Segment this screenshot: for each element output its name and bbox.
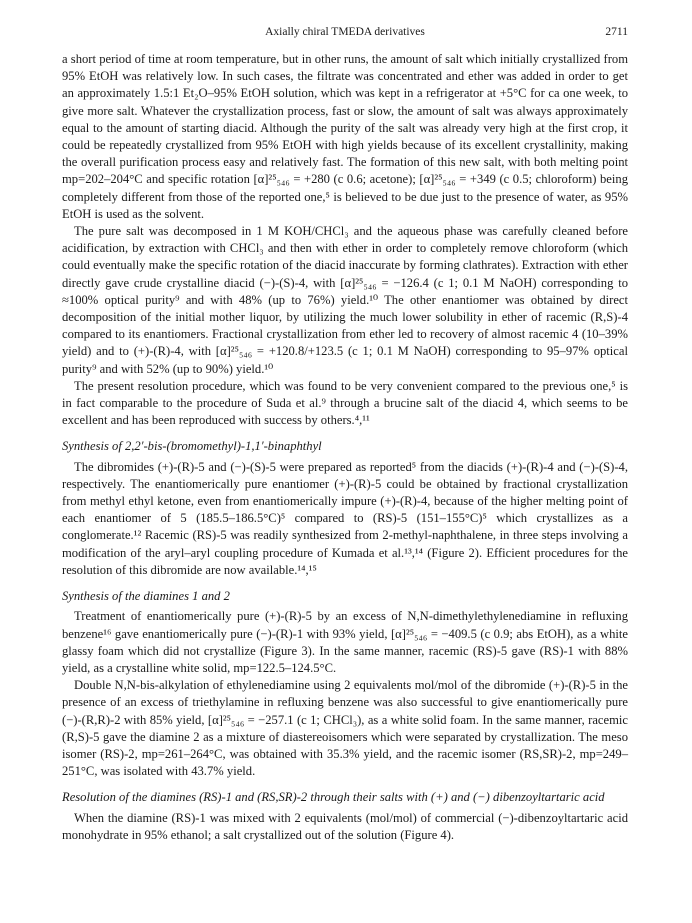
page-header — [62, 26, 628, 42]
paragraph: a short period of time at room temperature, but in other runs, the amount of salt which initially crystallized from 95% EtOH was relatively low. In such cases, the filtrate was concentrated and ether was added in order to get an approximately 1.5:1 Et₂O–95% EtOH solution, which was kept in a refrigerator at +5°C for ca one week, to give more salt. Whatever the crystallization process, fast or slow, the amount of salt was always approximately equal to the amount of starting diacid. Although the purity of the salt was already very high at the first crop, it could be repeatedly crystallized from 95% EtOH with high yields because of its excellent crystallinity, making the overall purification process easy and relatively fast. The formation of this new salt, with both melting point mp=202–204°C and specific rotation [α]²⁵₅₄₆ = +280 (c 0.6; acetone); [α]²⁵₅₄₆ = +349 (c 0.5; chloroform) being completely different from those of the reported one,⁵ is believed to be due just to the presence of water, as 95% EtOH is used as the solvent. — [62, 52, 628, 221]
paragraph: The pure salt was decomposed in 1 M KOH/CHCl₃ and the aqueous phase was carefully cleaned before acidification, by extraction with CHCl₃ and then with ether in order to completely remove chloroform (which could eventually make the specific rotation of the diacid inaccurate by forming clathrates). Extraction with ether directly gave crude crystalline diacid (−)-(S)-4, with [α]²⁵₅₄₆ = −126.4 (c 1; 0.1 M NaOH) corresponding to ≈100% optical purity⁹ and with 48% (up to 76%) yield.¹⁰ The other enantiomer was obtained by direct decomposition of the initial mother liquor, by utilizing the much lower solubility in ether of racemic (R,S)-4 compared to its enantiomers. Fractional crystallization from ether led to recovery of almost racemic 4 (10–39% yield) and to (+)-(R)-4, with [α]²⁵₅₄₆ = +120.8/+123.5 (c 1; 0.1 M NaOH) corresponding to 95–97% optical purity⁹ and with 52% (up to 90%) yield.¹⁰ — [62, 224, 628, 376]
section-heading: Synthesis of 2,2′-bis-(bromomethyl)-1,1′-binaphthyl — [62, 439, 322, 454]
paragraph: Double N,N-bis-alkylation of ethylenediamine using 2 equivalents mol/mol of the dibromide (+)-(R)-5 in the presence of an excess of triethylamine in refluxing benzene was also successful to give enantiomerically pure (−)-(R,R)-2 with 85% yield, [α]²⁵₅₄₆ = −257.1 (c 1; CHCl₃), as a white solid foam. In the same manner, racemic (R,S)-5 gave the diamine 2 as a mixture of diastereoisomers which were separated by crystallization. The meso isomer (RS)-2, mp=261–264°C, was obtained with 35.3% yield, and the racemic isomer (RS,SR)-2, mp=249–251°C, was isolated with 43.7% yield. — [62, 678, 628, 779]
section-heading: Synthesis of the diamines 1 and 2 — [62, 589, 230, 604]
running-title: Axially chiral TMEDA derivatives — [265, 26, 425, 38]
paragraph: The dibromides (+)-(R)-5 and (−)-(S)-5 were prepared as reported⁵ from the diacids (+)-(R)-4 and (−)-(S)-4, respectively. The enantiomerically pure enantiomer (+)-(R)-5 could be obtained by fractional crystallization from methyl ethyl ketone, even from enantiomerically impure (+)-(R)-4, because of the higher melting point of each enantiomer of 5 (185.5–186.5°C)⁵ compared to (RS)-5 (151–155°C)⁵ which crystallizes as a conglomerate.¹² Racemic (RS)-5 was readily synthesized from 2-methyl-naphthalene, in three steps involving a modification of the aryl–aryl coupling procedure of Kumada et al.¹³,¹⁴ (Figure 2). Efficient procedures for the resolution of this dibromide are now available.¹⁴,¹⁵ — [62, 459, 628, 577]
paragraph: Treatment of enantiomerically pure (+)-(R)-5 by an excess of N,N-dimethylethylenediamine in refluxing benzene¹⁶ gave enantiomerically pure (−)-(R)-1 with 93% yield, [α]²⁵₅₄₆ = −409.5 (c 0.9; abs EtOH), as a white glassy foam which did not crystallize (Figure 3). In the same manner, racemic (RS)-5 gave (RS)-1 with 88% yield, as a crystalline white solid, mp=122.5–124.5°C. — [62, 609, 628, 675]
page-number: 2711 — [605, 26, 628, 38]
section-heading: Resolution of the diamines (RS)-1 and (RS,SR)-2 through their salts with (+) and (−) dibenzoyltartaric acid — [62, 790, 605, 805]
paragraph: When the diamine (RS)-1 was mixed with 2 equivalents (mol/mol) of commercial (−)-dibenzoyltartaric acid monohydrate in 95% ethanol; a salt crystallized out of the solution (Figure 4). — [62, 810, 628, 842]
article-body — [62, 51, 628, 844]
paragraph: The present resolution procedure, which was found to be very convenient compared to the previous one,⁵ is in fact comparable to the procedure of Suda et al.⁹ through a brucine salt of the diacid 4, which seems to be excellent and has been reproduced with success by others.⁴,¹¹ — [62, 378, 628, 428]
